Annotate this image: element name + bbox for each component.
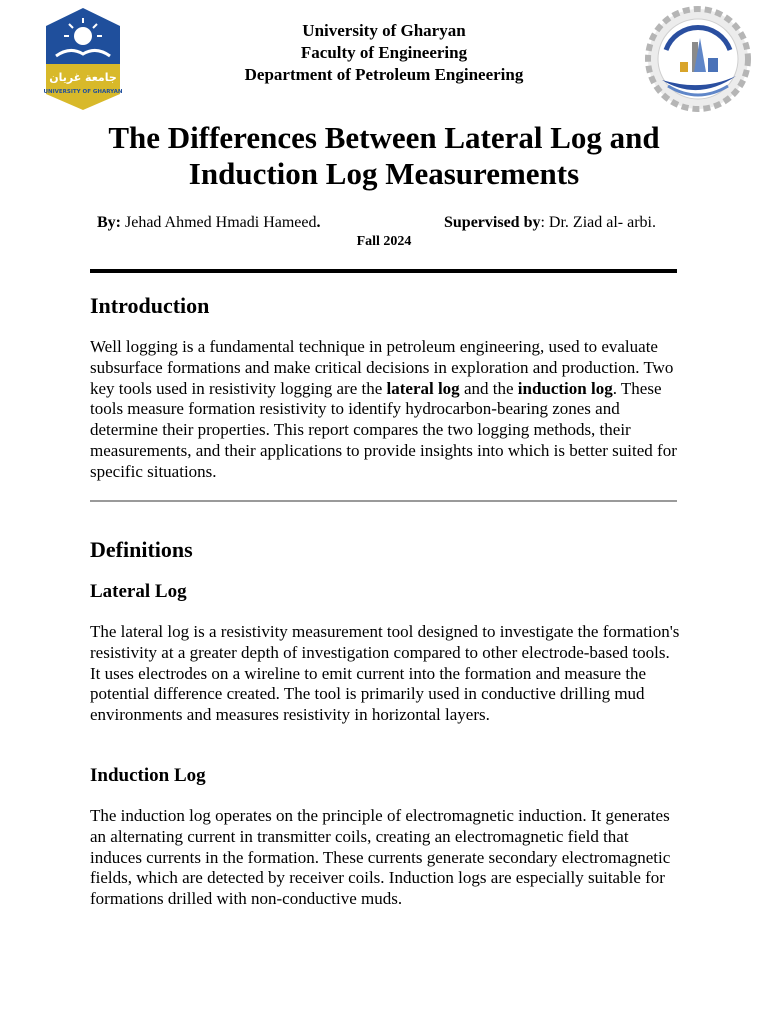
induction-log-paragraph: The induction log operates on the principle of electromagnetic induction. It generates an alternating current in transmitter coils, creating an electromagnetic field that induces currents in the formation. These currents generate secondary electromagnetic fields, which are detected by receiver coils. Induction logs are especially suitable for formations drilled with non-conductive muds.	[90, 806, 671, 909]
author-period: .	[316, 214, 321, 231]
intro-term-induction: induction log	[517, 378, 613, 398]
section-divider	[90, 500, 677, 502]
supervisor-line	[444, 212, 656, 234]
lateral-log-heading: Lateral Log	[90, 581, 187, 602]
department-logo-icon	[640, 6, 756, 112]
supervisor-name: : Dr. Ziad al- arbi.	[540, 214, 656, 231]
author-name: Jehad Ahmed Hmadi Hameed	[125, 214, 317, 231]
logo-english-text: UNIVERSITY OF GHARYAN	[43, 89, 123, 95]
document-title: The Differences Between Lateral Log and Induction Log Measurements	[108, 120, 660, 191]
introduction-heading: Introduction	[90, 293, 210, 318]
header-divider	[90, 269, 677, 273]
author-line	[97, 212, 321, 234]
department-name: Department of Petroleum Engineering	[244, 65, 524, 84]
author-label: By:	[97, 214, 121, 231]
supervisor-label: Supervised by	[444, 214, 541, 231]
university-logo-icon	[42, 6, 124, 112]
induction-log-heading: Induction Log	[90, 765, 206, 786]
lateral-log-paragraph: The lateral log is a resistivity measurement tool designed to investigate the formation's resistivity at a greater depth of investigation compared to other electrode-based tools. It uses electrodes on a wireline to emit current into the formation and measure the potential difference created. The tool is primarily used in conductive drilling mud environments and measures resistivity in horizontal layers.	[90, 622, 680, 725]
intro-text-b: and the	[459, 378, 518, 398]
logo-arabic-text: جامعة غريان	[49, 71, 117, 84]
definitions-heading: Definitions	[90, 537, 193, 562]
intro-term-lateral: lateral log	[386, 378, 460, 398]
term-label: Fall 2024	[356, 234, 412, 249]
university-name: University of Gharyan	[302, 21, 466, 40]
introduction-paragraph	[90, 337, 682, 483]
intro-text-a: Well logging is a fundamental technique in petroleum engineering, used to evaluate subsurface formations and make critical decisions in exploration and production. Two key tools used in resistivity logging are the	[90, 337, 674, 398]
faculty-name: Faculty of Engineering	[300, 43, 468, 62]
intro-text-c: . These tools measure formation resistivity to identify hydrocarbon-bearing zones and determine their properties. This report compares the two logging methods, their measurements, and their applications to provide insights into which is better suited for specific situations.	[90, 378, 677, 481]
